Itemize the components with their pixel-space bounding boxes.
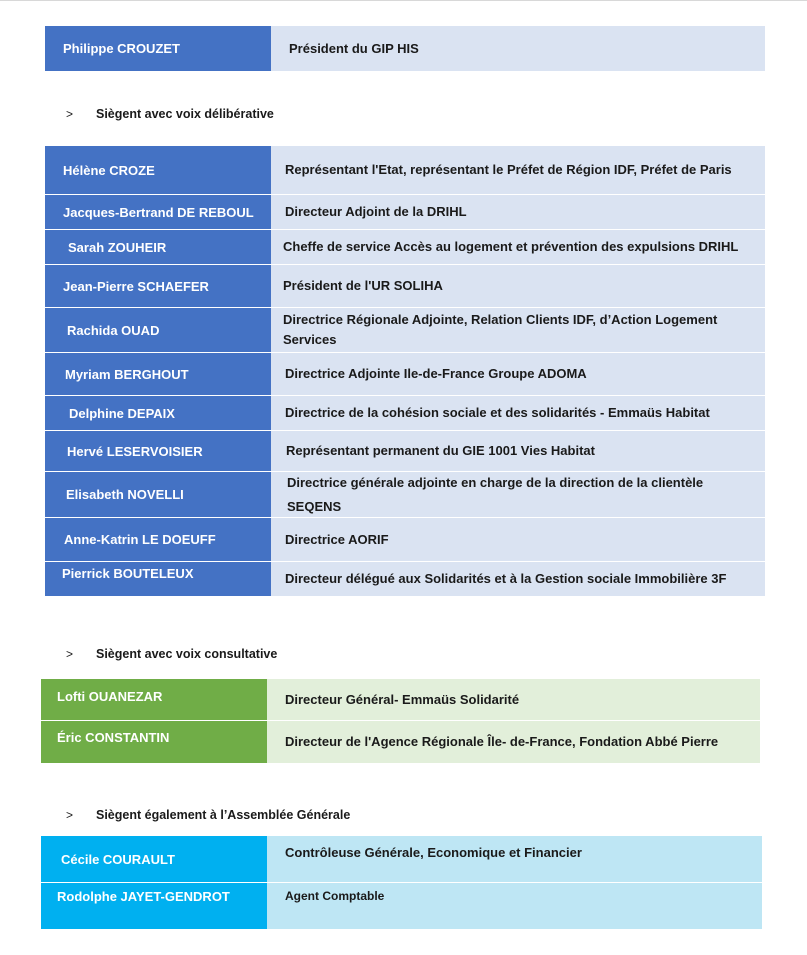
member-row: [41, 721, 760, 764]
member-name: Éric CONSTANTIN: [41, 721, 267, 764]
member-row: [41, 883, 762, 930]
member-role: Président du GIP HIS: [271, 26, 765, 72]
chevron-right-icon: >: [66, 808, 74, 822]
top-border: [0, 0, 807, 1]
section-title: Siègent avec voix consultative: [96, 647, 278, 661]
member-row: [45, 472, 765, 518]
member-row: [45, 431, 765, 472]
member-row: [41, 679, 760, 721]
member-name: Pierrick BOUTELEUX: [45, 562, 271, 597]
member-role: Représentant l'Etat, représentant le Préfet de Région IDF, Préfet de Paris: [271, 146, 765, 195]
member-name: Anne-Katrin LE DOEUFF: [45, 518, 271, 562]
member-row: [41, 836, 762, 883]
member-row: [45, 230, 765, 265]
section-heading-deliberative: [66, 105, 274, 123]
member-role: Contrôleuse Générale, Economique et Financier: [267, 836, 762, 883]
member-role: Cheffe de service Accès au logement et prévention des expulsions DRIHL: [271, 230, 765, 265]
member-role: Agent Comptable: [267, 883, 762, 930]
member-row: [45, 195, 765, 230]
member-name: Philippe CROUZET: [45, 26, 271, 72]
chevron-right-icon: >: [66, 107, 74, 121]
member-role: Directrice générale adjointe en charge de la direction de la clientèle SEQENS: [271, 472, 765, 518]
member-name: Rachida OUAD: [45, 308, 271, 353]
member-row: [45, 308, 765, 353]
member-name: Cécile COURAULT: [41, 836, 267, 883]
member-name: Jacques-Bertrand DE REBOUL: [45, 195, 271, 230]
member-name: Sarah ZOUHEIR: [45, 230, 271, 265]
president-row: [45, 26, 765, 72]
chevron-right-icon: >: [66, 647, 74, 661]
section-title: Siègent avec voix délibérative: [96, 107, 274, 121]
member-name: Elisabeth NOVELLI: [45, 472, 271, 518]
member-name: Jean-Pierre SCHAEFER: [45, 265, 271, 308]
section-title: Siègent également à l’Assemblée Générale: [96, 808, 351, 822]
member-role: Directrice Régionale Adjointe, Relation Clients IDF, d’Action Logement Services: [271, 308, 765, 353]
member-row: [45, 518, 765, 562]
section-heading-consultative: [66, 645, 277, 663]
member-role: Directrice Adjointe Ile-de-France Groupe ADOMA: [271, 353, 765, 396]
member-role: Directeur Général- Emmaüs Solidarité: [267, 679, 760, 721]
member-row: [45, 562, 765, 597]
member-name: Myriam BERGHOUT: [45, 353, 271, 396]
member-role: Directeur Adjoint de la DRIHL: [271, 195, 765, 230]
member-name: Lofti OUANEZAR: [41, 679, 267, 721]
section-heading-general-assembly: [66, 806, 350, 824]
member-row: [45, 396, 765, 431]
member-row: [45, 353, 765, 396]
member-role: Président de l'UR SOLIHA: [271, 265, 765, 308]
member-role: Directeur de l'Agence Régionale Île- de-France, Fondation Abbé Pierre: [267, 721, 760, 764]
member-role: Directeur délégué aux Solidarités et à la Gestion sociale Immobilière 3F: [271, 562, 765, 597]
member-row: [45, 265, 765, 308]
member-role: Directrice AORIF: [271, 518, 765, 562]
member-row: [45, 146, 765, 195]
member-name: Hélène CROZE: [45, 146, 271, 195]
member-role: Directrice de la cohésion sociale et des solidarités - Emmaüs Habitat: [271, 396, 765, 431]
member-name: Hervé LESERVOISIER: [45, 431, 271, 472]
member-role: Représentant permanent du GIE 1001 Vies Habitat: [271, 431, 765, 472]
member-name: Delphine DEPAIX: [45, 396, 271, 431]
member-name: Rodolphe JAYET-GENDROT: [41, 883, 267, 930]
